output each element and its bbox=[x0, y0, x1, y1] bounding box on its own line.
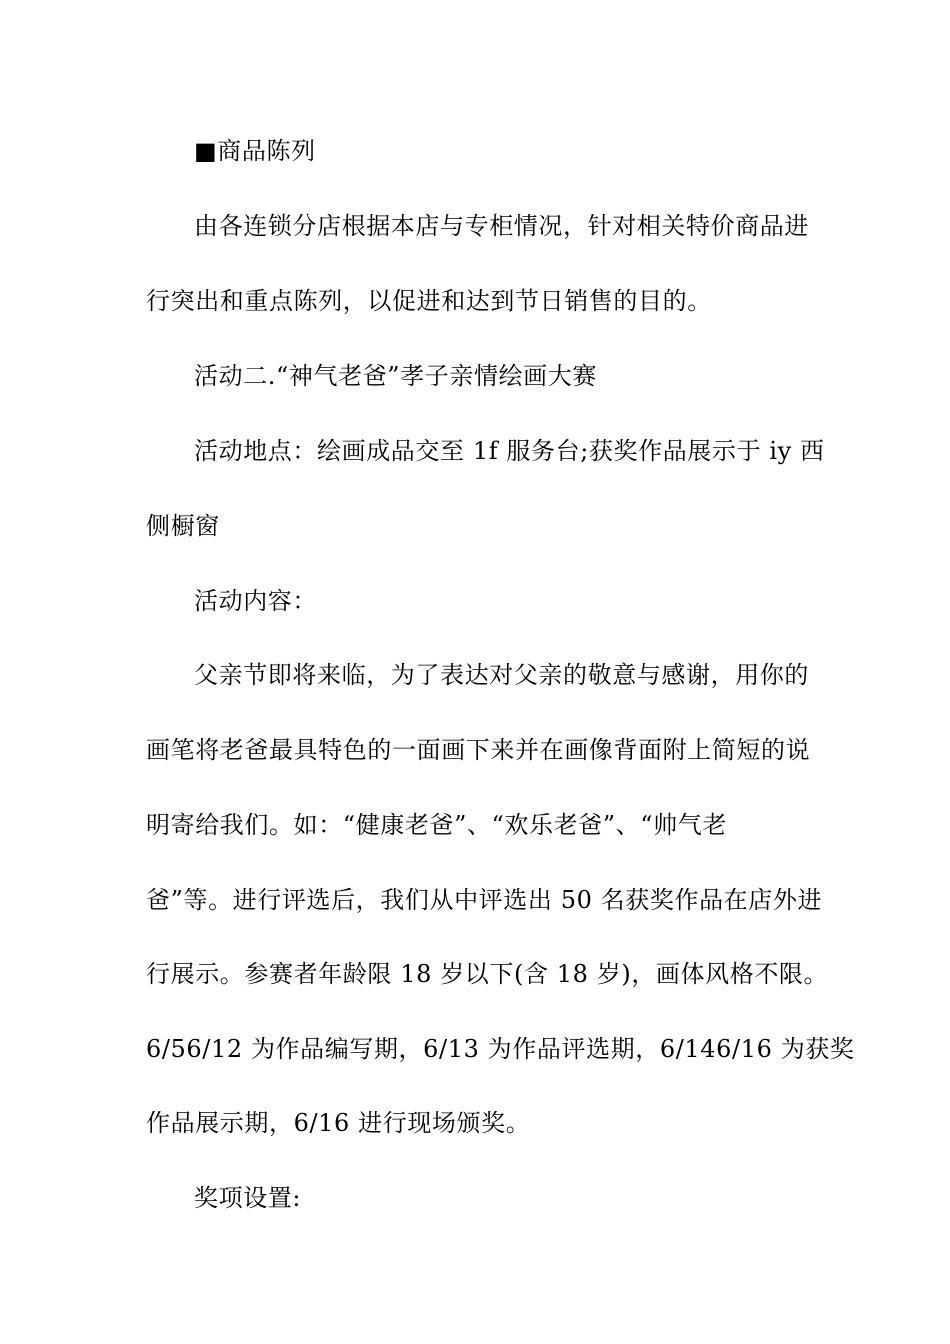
content-line: 行展示。参赛者年龄限 18 岁以下(含 18 岁)，画体风格不限。 bbox=[146, 960, 829, 988]
content-line: 作品展示期，6/16 进行现场颁奖。 bbox=[146, 1109, 531, 1137]
content-line: 爸”等。进行评选后，我们从中评选出 50 名获奖作品在店外进 bbox=[146, 886, 823, 914]
location-line: 活动地点：绘画成品交至 1f 服务台;获奖作品展示于 iy 西 bbox=[194, 437, 825, 465]
section-heading-merchandise-display: ■商品陈列 bbox=[194, 137, 316, 165]
paragraph-line: 行突出和重点陈列，以促进和达到节日销售的目的。 bbox=[146, 287, 712, 315]
content-label: 活动内容： bbox=[194, 587, 317, 615]
content-line: 父亲节即将来临，为了表达对父亲的敬意与感谢，用你的 bbox=[194, 661, 809, 689]
activity-title: 活动二.“神气老爸”孝子亲情绘画大赛 bbox=[194, 362, 597, 390]
awards-label: 奖项设置: bbox=[194, 1184, 302, 1212]
location-line: 侧橱窗 bbox=[146, 512, 220, 540]
paragraph-line: 由各连锁分店根据本店与专柜情况，针对相关特价商品进 bbox=[194, 212, 809, 240]
content-line: 6/56/12 为作品编写期，6/13 为作品评选期，6/146/16 为获奖 bbox=[146, 1035, 855, 1063]
content-line: 明寄给我们。如：“健康老爸”、“欢乐老爸”、“帅气老 bbox=[146, 811, 727, 839]
content-line: 画笔将老爸最具特色的一面画下来并在画像背面附上简短的说 bbox=[146, 736, 811, 764]
